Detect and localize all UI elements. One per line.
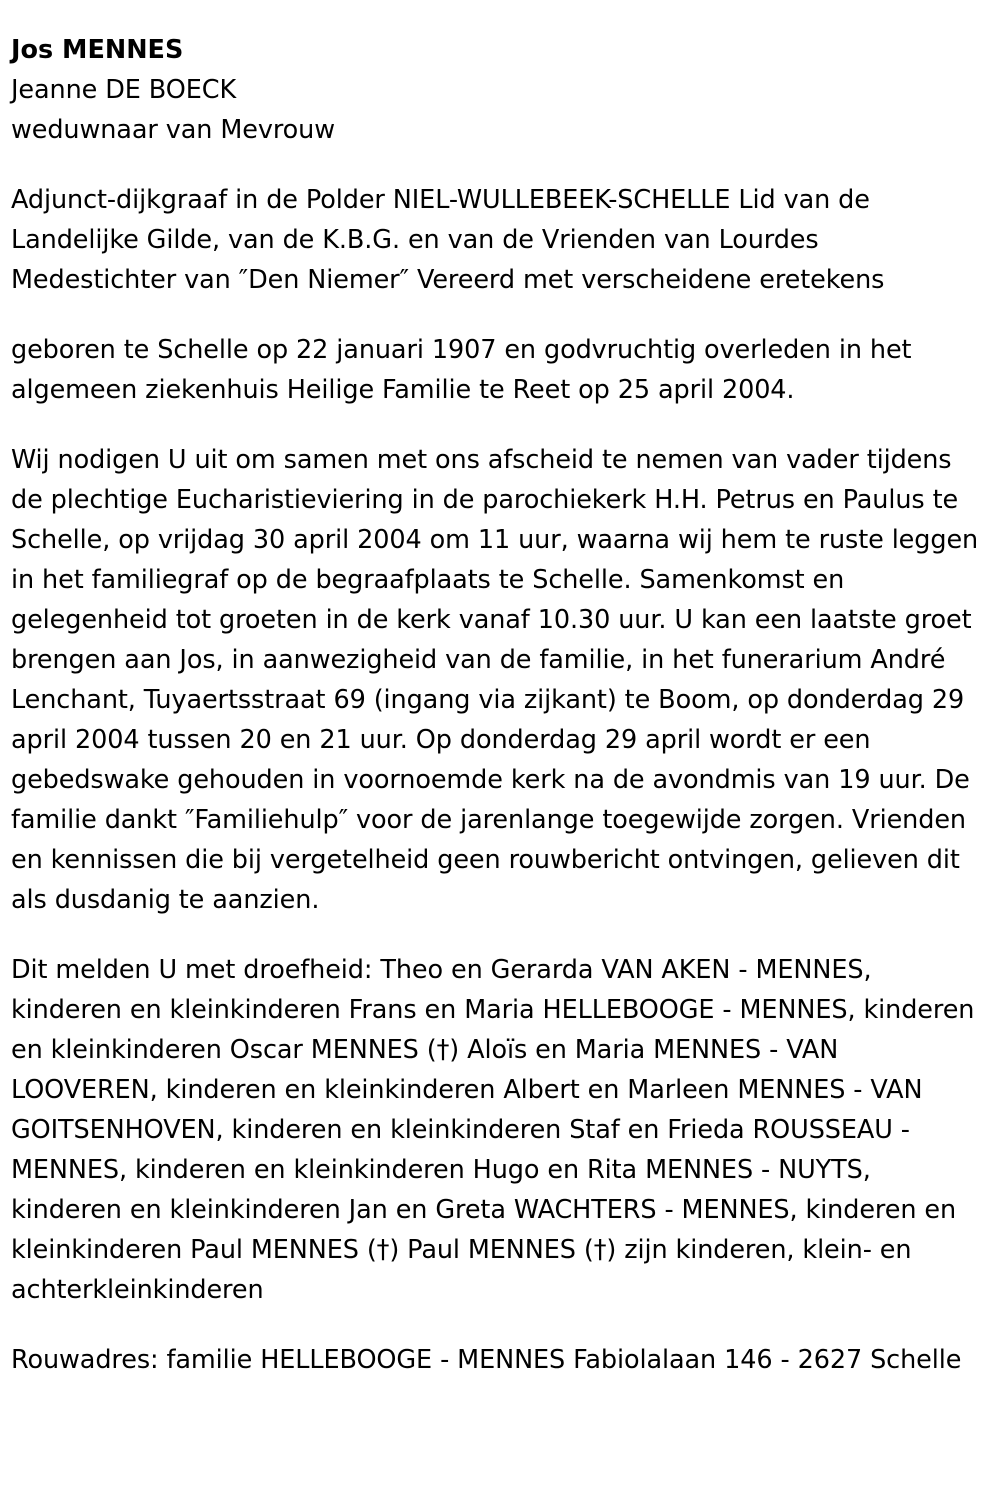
life-dates-block bbox=[11, 330, 988, 410]
survivors-block bbox=[11, 950, 988, 1310]
service-details-paragraph: Wij nodigen U uit om samen met ons afscheid te nemen van vader tijdens de plechtige Eucharistieviering in de parochiekerk H.H. Petrus en Paulus te Schelle, op vrijdag 30 april 2004 om 11 uur, waarna wij hem te ruste leggen in het familiegraf op de begraafplaats te Schelle. Samenkomst en gelegenheid tot groeten in de kerk vanaf 10.30 uur. U kan een laatste groet brengen aan Jos, in aanwezigheid van de familie, in het funerarium André Lenchant, Tuyaertsstraat 69 (ingang via zijkant) te Boom, op donderdag 29 april 2004 tussen 20 en 21 uur. Op donderdag 29 april wordt er een gebedswake gehouden in voornoemde kerk na de avondmis van 19 uur. De familie dankt ″Familiehulp″ voor de jarenlange toegewijde zorgen. Vrienden en kennissen die bij vergetelheid geen rouwbericht ontvingen, gelieven dit als dusdanig te aanzien. bbox=[11, 445, 979, 915]
life-dates-paragraph: geboren te Schelle op 22 januari 1907 en godvruchtig overleden in het algemeen ziekenhuis Heilige Familie te Reet op 25 april 2004. bbox=[11, 335, 912, 405]
relation-line: weduwnaar van Mevrouw bbox=[11, 115, 335, 145]
survivors-paragraph: Dit melden U met droefheid: Theo en Gerarda VAN AKEN - MENNES, kinderen en kleinkinderen Frans en Maria HELLEBOOGE - MENNES, kinderen en kleinkinderen Oscar MENNES (†) Aloïs en Maria MENNES - VAN LOOVEREN, kinderen en kleinkinderen Albert en Marleen MENNES - VAN GOITSENHOVEN, kinderen en kleinkinderen Staf en Frieda ROUSSEAU - MENNES, kinderen en kleinkinderen Hugo en Rita MENNES - NUYTS, kinderen en kleinkinderen Jan en Greta WACHTERS - MENNES, kinderen en kleinkinderen Paul MENNES (†) Paul MENNES (†) zijn kinderen, klein- en achterkleinkinderen bbox=[11, 955, 975, 1305]
deceased-header-block bbox=[11, 30, 988, 150]
spouse-name: Jeanne DE BOECK bbox=[11, 75, 237, 105]
titles-paragraph: Adjunct-dijkgraaf in de Polder NIEL-WULLEBEEK-SCHELLE Lid van de Landelijke Gilde, van de K.B.G. en van de Vrienden van Lourdes Medestichter van ″Den Niemer″ Vereerd met verscheidene eretekens bbox=[11, 185, 885, 295]
mourning-address-paragraph: Rouwadres: familie HELLEBOOGE - MENNES Fabiolalaan 146 - 2627 Schelle bbox=[11, 1345, 962, 1375]
mourning-address-block bbox=[11, 1340, 988, 1380]
titles-block bbox=[11, 180, 988, 300]
service-details-block bbox=[11, 440, 988, 920]
deceased-name: Jos MENNES bbox=[11, 35, 184, 65]
